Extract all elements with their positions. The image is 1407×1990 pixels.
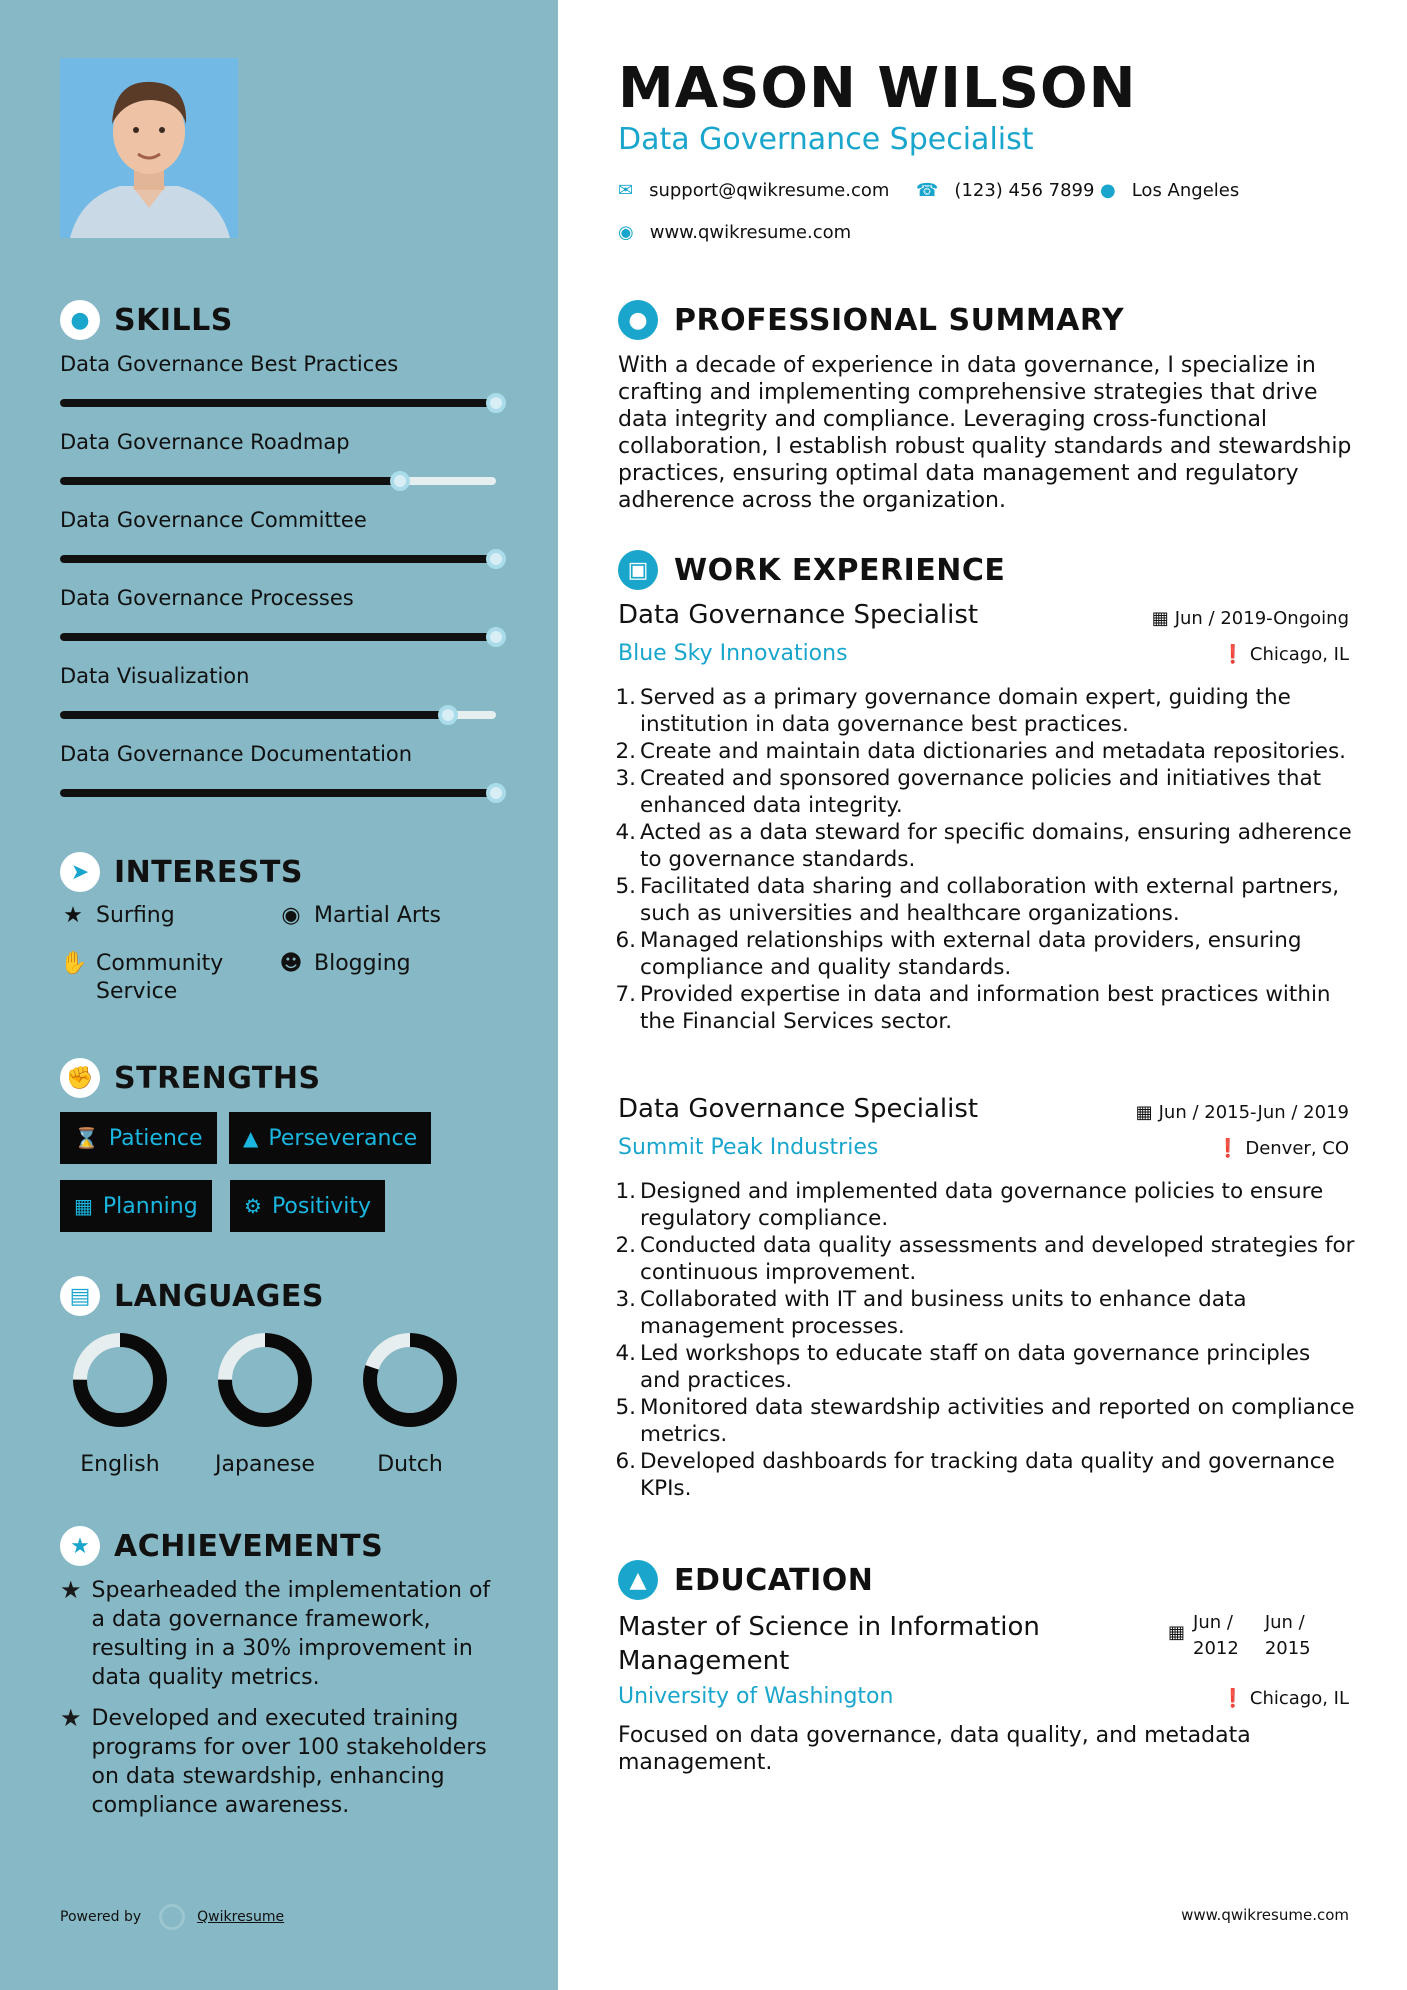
lightbulb-icon: ● <box>60 300 100 340</box>
skill-name: Data Governance Processes <box>60 586 354 610</box>
education-description: Focused on data governance, data quality, and metadata management. <box>618 1723 1251 1775</box>
list-item: 3. Created and sponsored governance policies and initiatives that enhanced data integrity. <box>615 766 1322 818</box>
list-item: 6. Managed relationships with external data providers, ensuring compliance and quality standards. <box>615 928 1302 980</box>
language-item: Japanese <box>195 1330 335 1477</box>
skill-name: Data Governance Best Practices <box>60 352 399 376</box>
binoculars-icon: ▲ <box>243 1126 259 1150</box>
education-location: ❗ Chicago, IL <box>1221 1688 1349 1709</box>
shooting-star-icon: ★ <box>60 1704 82 1732</box>
job-location: ❗ Chicago, IL <box>1221 644 1349 665</box>
phone-icon: ☎ <box>916 180 939 201</box>
list-item: 5. Monitored data stewardship activities and reported on compliance metrics. <box>615 1395 1355 1447</box>
list-item: 7. Provided expertise in data and information best practices within the Financial Services sector. <box>615 982 1331 1034</box>
achievements-heading: ★ ACHIEVEMENTS <box>60 1526 383 1566</box>
skill-bar <box>60 789 496 797</box>
strength-badge: ▲ Perseverance <box>229 1112 431 1164</box>
pin-icon: ❗ <box>1221 644 1244 665</box>
calendar-icon: ▦ <box>1135 1102 1153 1123</box>
pin-icon: ❗ <box>1221 1688 1244 1709</box>
summary-text: With a decade of experience in data governance, I specialize in crafting and implementing comprehensive strategies that drive data integrity and compliance. Leveraging cross-functional collaboration, I establish robust quality standards and stewardship practices, ensuring optimal data management and regulatory adherence across the organization. <box>618 353 1352 513</box>
skill-item <box>60 430 500 454</box>
skill-item <box>60 742 500 766</box>
strengths-heading: ✊ STRENGTHS <box>60 1058 321 1098</box>
chair-icon: ▣ <box>618 550 658 590</box>
sidebar <box>0 0 558 1990</box>
degree-title: Master of Science in Information Management <box>618 1612 1040 1676</box>
skill-bar <box>60 477 496 485</box>
graduation-cap-icon: ▲ <box>618 1560 658 1600</box>
interests-heading: ➤ INTERESTS <box>60 852 303 892</box>
job-company: Blue Sky Innovations <box>618 641 848 666</box>
contact-email[interactable]: ✉ support@qwikresume.com <box>618 180 890 201</box>
skills-heading: ● SKILLS <box>60 300 233 340</box>
job-title: Data Governance Specialist <box>618 600 979 630</box>
interest-item: ☻ Blogging <box>279 951 411 976</box>
skill-bar <box>60 711 496 719</box>
hand-icon: ✋ <box>60 951 88 976</box>
shooting-star-icon: ★ <box>60 1576 82 1604</box>
qwikresume-logo-icon <box>159 1904 185 1930</box>
globe-icon: ◉ <box>618 222 634 243</box>
education-dates: ▦ Jun / 2012 Jun / 2015 <box>1168 1610 1311 1662</box>
list-item: 2. Conducted data quality assessments and developed strategies for continuous improvement. <box>615 1233 1355 1285</box>
skill-name: Data Governance Roadmap <box>60 430 350 454</box>
summary-heading: ● PROFESSIONAL SUMMARY <box>618 300 1124 340</box>
list-item: 3. Collaborated with IT and business units to enhance data management processes. <box>615 1287 1247 1339</box>
list-item: 5. Facilitated data sharing and collaboration with external partners, such as universities and healthcare organizations. <box>615 874 1340 926</box>
languages-heading: ▤ LANGUAGES <box>60 1276 324 1316</box>
school-name: University of Washington <box>618 1684 894 1709</box>
skill-item <box>60 586 500 610</box>
achievement-item: ★ Developed and executed training programs for over 100 stakeholders on data stewardship, enhancing compliance awareness. <box>60 1704 487 1818</box>
map-pin-icon: ● <box>1100 180 1116 201</box>
gear-icon: ⚙ <box>244 1194 262 1218</box>
calendar-icon: ▦ <box>1168 1622 1186 1643</box>
skill-item <box>60 352 500 376</box>
user-icon: ● <box>618 300 658 340</box>
list-item: 4. Led workshops to educate staff on data governance principles and practices. <box>615 1341 1311 1393</box>
interest-item: ◉ Martial Arts <box>278 902 441 930</box>
skill-name: Data Governance Documentation <box>60 742 413 766</box>
star-icon: ★ <box>63 903 83 928</box>
globe-icon: ◉ <box>281 903 301 928</box>
skill-item <box>60 664 500 688</box>
hourglass-icon: ⌛ <box>74 1126 99 1150</box>
qwikresume-link[interactable]: Qwikresume <box>197 1909 285 1925</box>
skill-name: Data Visualization <box>60 664 250 688</box>
id-card-icon: ▤ <box>60 1276 100 1316</box>
skill-bar <box>60 633 496 641</box>
profile-photo <box>60 58 238 238</box>
list-item: 1. Served as a primary governance domain expert, guiding the institution in data governance best practices. <box>615 685 1291 737</box>
list-item: 4. Acted as a data steward for specific domains, ensuring adherence to governance standards. <box>615 820 1352 872</box>
job-title: Data Governance Specialist <box>618 1094 979 1124</box>
job-dates: ▦ Jun / 2019-Ongoing <box>1151 608 1349 629</box>
language-ring <box>70 1330 170 1430</box>
job-location: ❗ Denver, CO <box>1216 1138 1349 1159</box>
list-item: 2. Create and maintain data dictionaries and metadata repositories. <box>615 739 1347 764</box>
skill-name: Data Governance Committee <box>60 508 367 532</box>
experience-heading: ▣ WORK EXPERIENCE <box>618 550 1005 590</box>
candidate-role: Data Governance Specialist <box>618 122 1034 157</box>
envelope-icon: ✉ <box>618 180 634 201</box>
contact-website[interactable]: ◉ www.qwikresume.com <box>618 222 852 243</box>
strength-badge: ⌛ Patience <box>60 1112 217 1164</box>
job-bullets <box>612 684 1357 1035</box>
pin-icon: ❗ <box>1216 1138 1240 1159</box>
contact-phone[interactable]: ☎ (123) 456 7899 <box>916 180 1095 201</box>
language-item: Dutch <box>340 1330 480 1477</box>
calendar-icon: ▦ <box>1151 608 1169 629</box>
powered-by: Powered by Qwikresume <box>60 1904 284 1930</box>
calendar-icon: ▦ <box>74 1194 93 1218</box>
job-company: Summit Peak Industries <box>618 1135 879 1160</box>
footer-url[interactable]: www.qwikresume.com <box>1181 1906 1349 1924</box>
fist-icon: ✊ <box>60 1058 100 1098</box>
education-heading: ▲ EDUCATION <box>618 1560 873 1600</box>
language-ring <box>215 1330 315 1430</box>
language-ring <box>360 1330 460 1430</box>
candidate-name: MASON WILSON <box>618 56 1137 121</box>
list-item: 1. Designed and implemented data governance policies to ensure regulatory compliance. <box>615 1179 1324 1231</box>
strength-badge: ▦ Planning <box>60 1180 212 1232</box>
paper-plane-icon: ➤ <box>60 852 100 892</box>
job-dates: ▦ Jun / 2015-Jun / 2019 <box>1135 1102 1349 1123</box>
list-item: 6. Developed dashboards for tracking data quality and governance KPIs. <box>615 1449 1335 1501</box>
language-item: English <box>50 1330 190 1477</box>
skill-bar <box>60 399 496 407</box>
job-bullets <box>612 1178 1357 1502</box>
achievement-item: ★ Spearheaded the implementation of a data governance framework, resulting in a 30% improvement in data quality metrics. <box>60 1576 491 1690</box>
interest-item: ✋ Community Service <box>60 951 224 1004</box>
star-badge-icon: ★ <box>60 1526 100 1566</box>
skill-item <box>60 508 500 532</box>
strength-badge: ⚙ Positivity <box>230 1180 385 1232</box>
interest-item: ★ Surfing <box>60 902 175 930</box>
skill-bar <box>60 555 496 563</box>
contact-location: ● Los Angeles <box>1100 180 1240 201</box>
users-icon: ☻ <box>279 951 303 976</box>
